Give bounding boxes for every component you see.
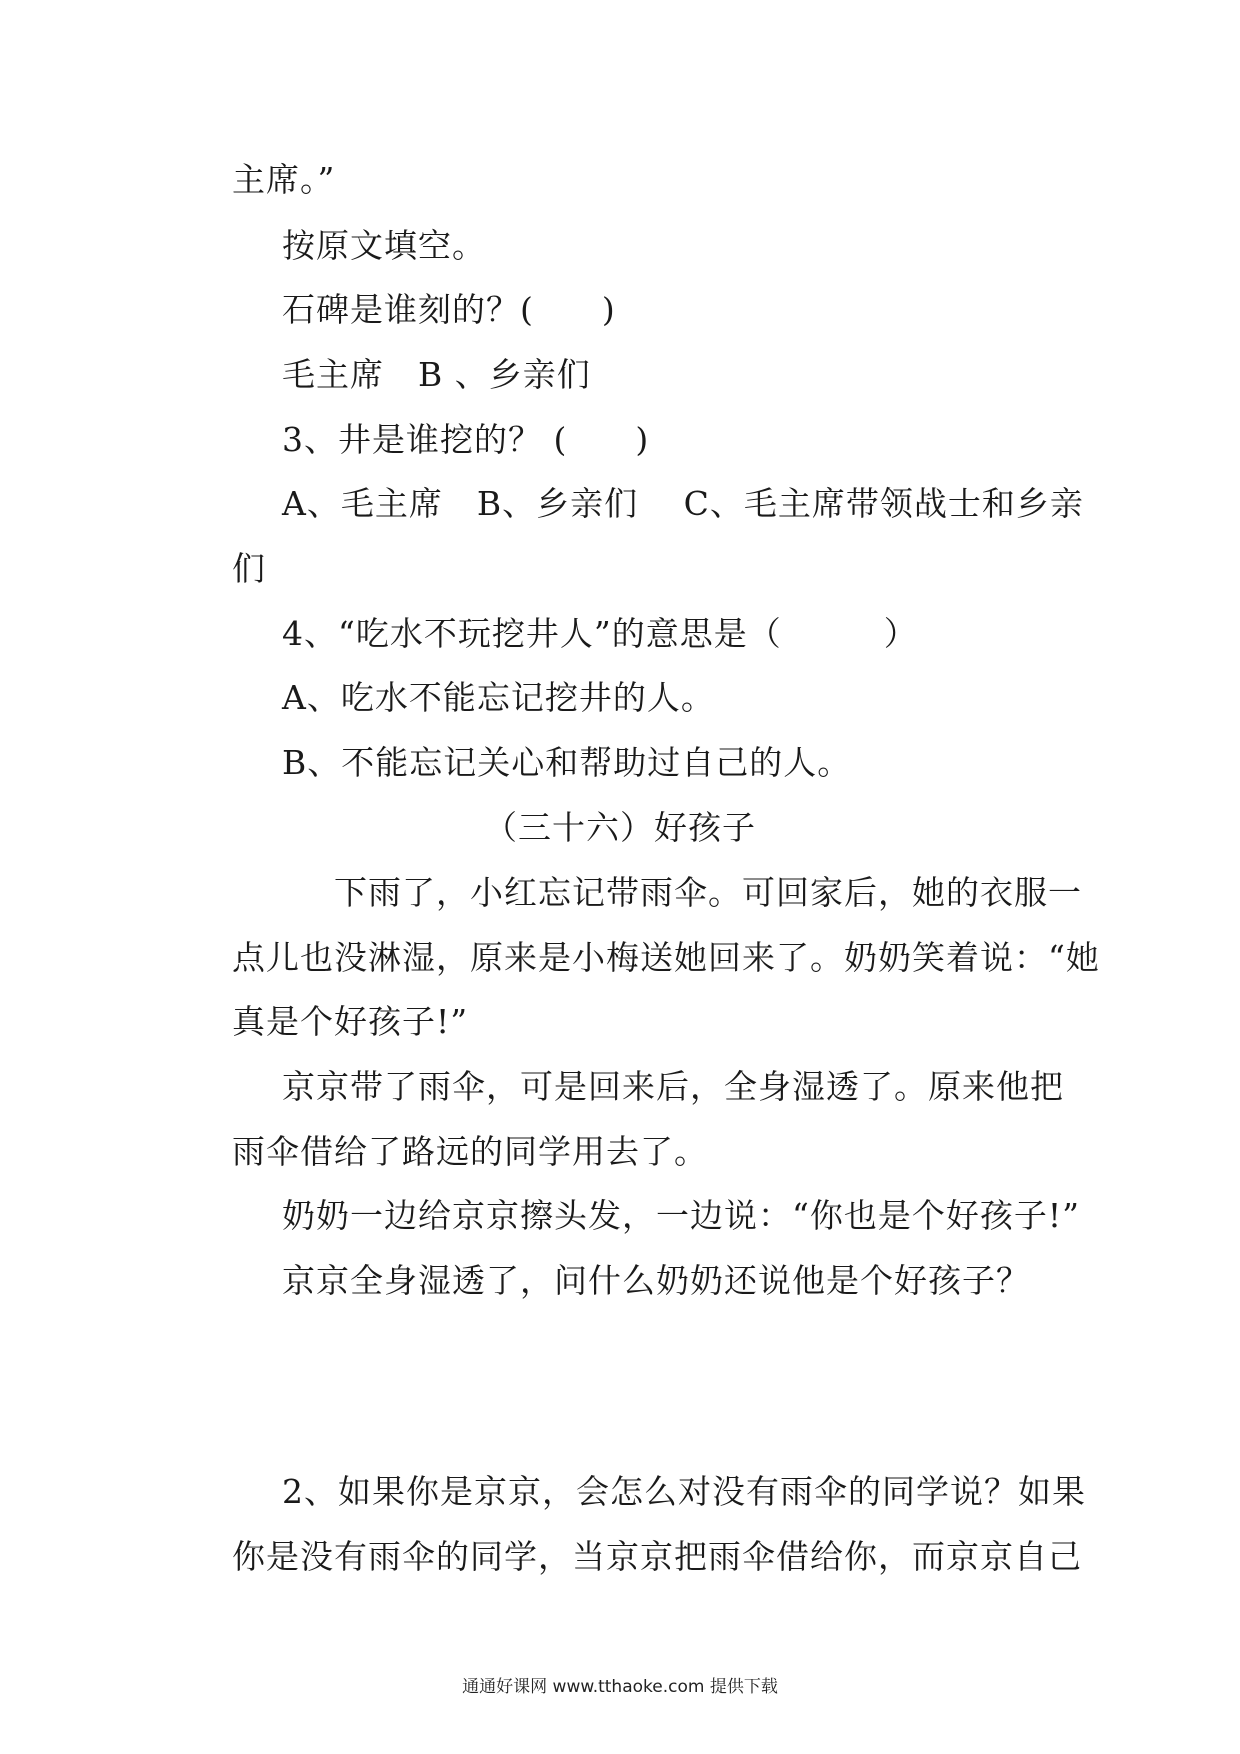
option-line: B、不能忘记关心和帮助过自己的人。 [282, 743, 852, 782]
text-line: 京京带了雨伞，可是回来后，全身湿透了。原来他把 [282, 1067, 1064, 1106]
text-line: 下雨了，小红忘记带雨伞。可回家后，她的衣服一 [334, 873, 1082, 912]
text-line: 按原文填空。 [282, 226, 486, 265]
text-line: 们 [232, 549, 266, 588]
option-line: A、吃水不能忘记挖井的人。 [282, 678, 715, 717]
text-line: 你是没有雨伞的同学，当京京把雨伞借给你，而京京自己 [232, 1537, 1082, 1576]
section-title: （三十六）好孩子 [484, 808, 756, 847]
text-line: 点儿也没淋湿，原来是小梅送她回来了。奶奶笑着说：“她 [232, 938, 1100, 977]
text-line: 主席。” [232, 160, 336, 199]
text-line: 真是个好孩子!” [232, 1002, 469, 1041]
question-line: 2、如果你是京京，会怎么对没有雨伞的同学说？如果 [282, 1472, 1086, 1511]
option-line: A、毛主席 B、乡亲们 C、毛主席带领战士和乡亲 [282, 484, 1084, 523]
option-line: 毛主席 B 、乡亲们 [282, 355, 591, 394]
page-footer: 通通好课网 www.tthaoke.com 提供下载 [462, 1677, 778, 1697]
question-line: 3、井是谁挖的？ ( ) [282, 420, 650, 459]
question-line: 石碑是谁刻的？( ) [282, 290, 616, 329]
text-line: 奶奶一边给京京擦头发，一边说：“你也是个好孩子!” [282, 1196, 1081, 1235]
question-line: 4、“吃水不玩挖井人”的意思是（ ） [282, 614, 918, 653]
text-line: 雨伞借给了路远的同学用去了。 [232, 1132, 708, 1171]
question-line: 京京全身湿透了，问什么奶奶还说他是个好孩子？ [282, 1261, 1030, 1300]
